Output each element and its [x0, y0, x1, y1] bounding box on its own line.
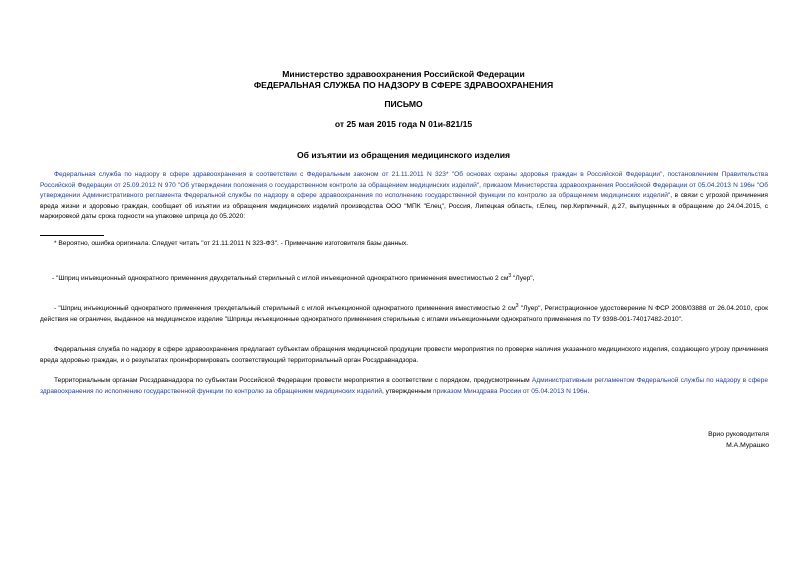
territorial-text-b: , утвержденным — [381, 387, 433, 395]
paragraph-intro — [40, 170, 768, 223]
footnote: * Вероятно, ошибка оригинала. Следует читать "от 21.11.2011 N 323-ФЗ". - Примечание изготовителя базы данных. — [54, 240, 409, 247]
item1-tail: "Луер", — [511, 275, 535, 283]
footnote-separator — [40, 235, 104, 236]
list-item — [52, 271, 768, 285]
regulation-link[interactable]: Административным регламентом Федеральной службы по надзору в сфере здравоохранения по исполнению государственной функции по контролю за обращением медицинских изделий — [40, 377, 768, 395]
list-item — [40, 301, 768, 325]
ministry-heading: Министерство здравоохранения Российской Федерации — [282, 69, 525, 79]
order-link[interactable]: приказом Минздрава России от 05.04.2013 N 196н — [433, 387, 588, 395]
item2-tail: "Луер", Регистрационное удостоверение N ФСР 2008/03888 от 26.04.2010, срок действия не ограничен, выданное на медицинское изделие "Шприцы инъекционные однократного применения стерильные с иглами инъекционными однократного применения по ТУ 9398-001-74017482-2010". — [40, 305, 768, 323]
item2-text: - "Шприц инъекционный однократного применения трехдетальный стерильный с иглой инъекционной однократного применения вместимостью 2 см — [54, 305, 516, 313]
superscript: 3 — [508, 273, 512, 279]
paragraph-territorial: Территориальным органам Росздравнадзора по субъектам Российской Федерации провести мероприятия в соответствии с порядком, предусмотренным Административным регламентом Федеральной службы по надзору в сфере здравоохранения по исполнению государственной функции по контролю за обращением медицинских изделий, утвержденным приказом Минздрава России от 05.04.2013 N 196н. — [40, 377, 768, 395]
intro-text: , в связи с угрозой причинения вреда жизни и здоровью граждан, сообщает об изъятии из обращения медицинских изделий производства ООО "МПК "Елец", Россия, Липецкая область, г.Елец, пер.Кирпичный, д.27, выпущенных в обращение до 24.04.2015, с маркировкой даты срока годности на упаковке шприца до 05.2020: — [40, 192, 768, 221]
doc-subject: Об изъятии из обращения медицинского изделия — [296, 150, 511, 160]
signature-name: М.А.Мурашко — [726, 442, 769, 449]
doc-date-number: от 25 мая 2015 года N 01и-821/15 — [334, 119, 473, 129]
item1-text: - "Шприц инъекционный однократного применения двухдетальный стерильный с иглой инъекционной однократного применения вместимостью 2 см — [52, 275, 509, 283]
service-heading: ФЕДЕРАЛЬНАЯ СЛУЖБА ПО НАДЗОРУ В СФЕРЕ ЗДРАВООХРАНЕНИЯ — [253, 80, 554, 90]
signature-position: Врио руководителя — [708, 431, 769, 438]
territorial-text-a: Территориальным органам Росздравнадзора по субъектам Российской Федерации провести мероприятия в соответствии с порядком, предусмотренным — [54, 377, 532, 384]
doc-type: ПИСЬМО — [384, 99, 423, 109]
superscript: 3 — [515, 303, 519, 309]
paragraph-proposal: Федеральная служба по надзору в сфере здравоохранения предлагает субъектам обращения медицинской продукции провести мероприятия по проверке наличия указанного медицинского изделия, создающего угрозу причинения вреда здоровью граждан, и о результатах проинформировать соответствующий территориальный орган Росздравнадзора. — [40, 346, 768, 364]
law-links[interactable]: Федеральная служба по надзору в сфере здравоохранения в соответствии с Федеральным законом от 21.11.2011 N 323* "Об основах охраны здоровья граждан в Российской Федерации", постановлением Правительства Российской Федерации от 25.09.2012 N 970 "Об утверждении положения о государственном контроле за обращением медицинских изделий", приказом Министерства здравоохранения Российской Федерации от 05.04.2013 N 196н "Об утверждении Административного регламента Федеральной службы по надзору в сфере здравоохранения по исполнению государственной функции по контролю за обращением медицинских изделий" — [40, 171, 768, 200]
